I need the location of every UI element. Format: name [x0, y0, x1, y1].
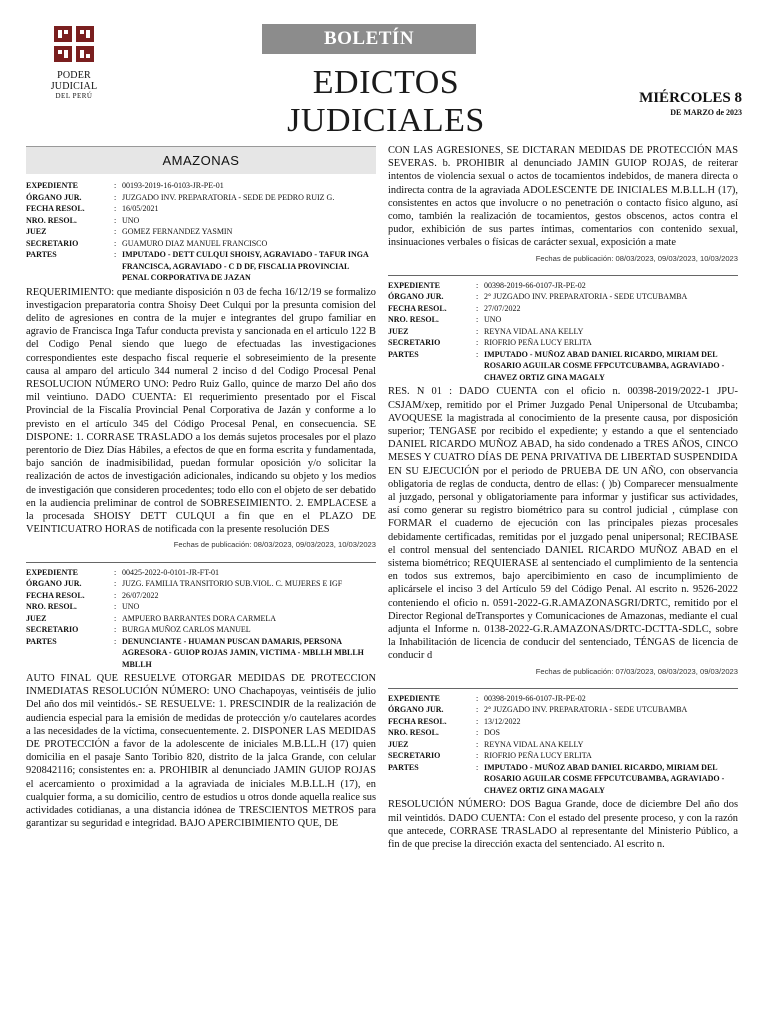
continuation-body: CON LAS AGRESIONES, SE DICTARAN MEDIDAS DE PROTECCIÓN MAS SEVERAS. b. PROHIBIR al denunciado JAMIN GUIOP ROJAS, de reiterar intentos de violencia sexual o actos de tocamientos indebidos, de manera directa o indirecta contra de la agraviada ADOLESCENTE DE INICIALES M.B.LL.H (17), consistentes en actos que involucre o no penetración o contacto físico alguno, así como, también la realización de tocamientos, gestos obscenos, actos contra el pudor, exhibición de sus partes íntimas, comentarios con contenido sexual, insinuaciones verbales o físicas de carácter sexual, exposición a mate — [388, 145, 738, 249]
edicto-2 — [26, 567, 376, 831]
meta-row: ÓRGANO JUR. : JUZG. FAMILIA TRANSITORIO SUB.VIOL. C. MUJERES E IGF — [26, 579, 343, 589]
meta-row: PARTES : IMPUTADO - MUÑOZ ABAD DANIEL RICARDO, MIRIAM DEL ROSARIO AGUILAR COSME FFPCUTCUBAMBA, AGRAVIADO - CHAVEZ ORTIZ GINA MAGALY — [388, 349, 725, 382]
edicto-4 — [388, 693, 738, 851]
meta-row: ÓRGANO JUR. : 2° JUZGADO INV. PREPARATORIA - SEDE UTCUBAMBA — [388, 292, 688, 302]
meta-row: JUEZ : AMPUERO BARRANTES DORA CARMELA — [26, 613, 277, 623]
meta-row: SECRETARIO : RIOFRIO PEÑA LUCY ERLITA — [388, 751, 592, 761]
meta-row: EXPEDIENTE : 00398-2019-66-0107-JR-PE-02 — [388, 280, 586, 290]
edicto-3 — [388, 280, 738, 678]
meta-row: JUEZ : GOMEZ FERNANDEZ YASMIN — [26, 227, 233, 236]
meta-row: PARTES : DENUNCIANTE - HUAMAN PUSCAN DAMARIS, PERSONA AGRESORA - GUIOP ROJAS JAMIN, VICTIMA - MBLLH MBLLH MBLLH — [26, 636, 364, 669]
meta-row: FECHA RESOL. : 26/07/2022 — [26, 590, 159, 600]
meta-row: SECRETARIO : RIOFRIO PEÑA LUCY ERLITA — [388, 338, 592, 348]
meta-row: NRO. RESOL. : DOS — [388, 728, 501, 738]
edicto-3-publication-dates: Fechas de publicación: 07/03/2023, 08/03/2023, 09/03/2023 — [535, 666, 738, 676]
continuation-publication-dates: Fechas de publicación: 08/03/2023, 09/03/2023, 10/03/2023 — [535, 253, 738, 263]
meta-row: FECHA RESOL. : 13/12/2022 — [388, 716, 521, 726]
edicto-1 — [26, 180, 376, 552]
logo-line1: PODER JUDICIAL — [50, 70, 98, 92]
poder-judicial-emblem-icon — [52, 24, 96, 64]
edicto-4-meta — [388, 693, 738, 797]
region-heading: AMAZONAS — [26, 146, 376, 174]
meta-row: PARTES : IMPUTADO - MUÑOZ ABAD DANIEL RICARDO, MIRIAM DEL ROSARIO AGUILAR COSME FFPCUTCUBAMBA, AGRAVIADO - CHAVEZ ORTIZ GINA MAGALY — [388, 762, 725, 795]
meta-row: PARTES : IMPUTADO - DETT CULQUI SHOISY, AGRAVIADO - TAFUR INGA FRANCISCA, AGRAVIADO - C D DF, FISCALIA PROVINCIAL PENAL CORPORATIVA DE JAZAN — [26, 250, 369, 282]
meta-row: NRO. RESOL. : UNO — [388, 315, 502, 325]
logo-line2: DEL PERÚ — [55, 92, 93, 100]
page-title: EDICTOS JUDICIALES — [287, 64, 485, 139]
edicto-2-body: AUTO FINAL QUE RESUELVE OTORGAR MEDIDAS DE PROTECCION INMEDIATAS RESOLUCIÓN NÚMERO: UNO Chachapoyas, veintiséis de julio Del año dos mil veintidós.- SE RESUELVE: 1. PRESCINDIR de la realización de audiencia especial para la emisión de medidas de protección y/o cautelares acordes a las necesidades de la víctima, consecuentemente. 2. DISPONER LAS MEDIDAS DE PROTECCIÓN a favor de la adolescente de iniciales M.B.LL.H (17) quien domicilia en el pasaje Santo Toribio 820, distrito de la jalca Grande, con celular 920842116; consistentes en: a. PROHIBIR al denunciado JAMIN GUIOP ROJAS el acercamiento o proximidad a la agraviada de iniciales M.B.LL.H (17), en cualquier forma, a su domicilio, centro de estudios u otros donde aquella realice sus actividades cotidianas, a una distancia idónea de TRESCIENTOS METROS para garantizar su seguridad e integridad. BAJO APERCIBIMIENTO QUE, DE — [26, 673, 376, 830]
meta-row: JUEZ : REYNA VIDAL ANA KELLY — [388, 326, 584, 336]
meta-row: NRO. RESOL. : UNO — [26, 215, 140, 225]
edicto-3-meta — [388, 280, 738, 384]
edicto-4-body: RESOLUCIÓN NÚMERO: DOS Bagua Grande, doce de diciembre Del año dos mil veintidós. DADO CUENTA: Con el estado del presente proceso, y con la razón que antecede, CORRASE TRASLADO al representante del Ministerio Público, a fin de que precise la dirección exacta del sentenciado. Al escrito n. — [388, 799, 738, 850]
meta-row: JUEZ : REYNA VIDAL ANA KELLY — [388, 739, 584, 749]
meta-row: EXPEDIENTE : 00425-2022-0-0101-JR-FT-01 — [26, 567, 220, 577]
edicto-1-body: REQUERIMIENTO: que mediante disposición n 03 de fecha 16/12/19 se formalizo investigacion preparatoria contra Shoisy Deet Culqui por la presunta comision del delito de agresiones en contra de la mujer e integrantes del grupo familiar en agravio de Francisca Inga Tafur conducta prevista y sancionada en el articulo 122 B del Codigo Penal siendo que luego de efectuadas las investigaciones correspondientes este despacho fiscal requerie el sobreseimiento de la presente causa al amparo del articulo 344 numeral 2 inciso d del Codigo Procesal Penal RESOLUCION NÚMERO UNO: Pedro Ruiz Gallo, quince de marzo Del año dos mil veintiuno. DADO CUENTA: El requerimiento presentado por el Fiscal Provincial de la Fiscalía Provincial Penal Corporativa de Jazán y conforme a lo previsto en el artículo 345 del Código Procesal Penal, en consecuencia. SE DISPONE: 1. CORRASE TRASLADO a los demás sujetos procesales por el plazo perentorio de Diez Días Hábiles, a efectos de que en forma escrita y fundamentada, bajo sanción de inadmisibilidad, puedan formular oposición y/o solicitar la realización de actos de investigación adicionales, indicando su objeto y los medios de investigación que consideren procedentes; todo ello con el objeto de ser debatido en la audiencia preliminar de control de SOBRESEIMIENTO. 2. EMPLACESE a la procesada SHOISY DETT CULQUI a fin que en el PLAZO DE VEINTICUATRO HORAS de notificada con la presente resolución DES — [26, 286, 376, 536]
meta-row: SECRETARIO : GUAMURO DIAZ MANUEL FRANCISCO — [26, 238, 268, 248]
edicto-1-publication-dates: Fechas de publicación: 08/03/2023, 09/03/2023, 10/03/2023 — [173, 540, 376, 550]
divider — [388, 688, 738, 689]
meta-row: FECHA RESOL. : 16/05/2021 — [26, 204, 159, 213]
meta-row: SECRETARIO : BURGA MUÑOZ CARLOS MANUEL — [26, 625, 251, 635]
meta-row: NRO. RESOL. : UNO — [26, 602, 140, 612]
right-column — [388, 144, 738, 851]
issue-date: MIÉRCOLES 8 — [639, 90, 742, 106]
edicto-2-meta — [26, 567, 376, 671]
left-column — [26, 146, 376, 831]
meta-row: EXPEDIENTE : 00193-2019-16-0103-JR-PE-01 — [26, 181, 224, 190]
poder-judicial-logo — [34, 24, 114, 100]
divider — [26, 562, 376, 563]
meta-row: ÓRGANO JUR. : 2° JUZGADO INV. PREPARATORIA - SEDE UTCUBAMBA — [388, 705, 688, 715]
issue-date-sub: DE MARZO de 2023 — [670, 108, 742, 117]
boletin-banner: BOLETÍN — [262, 24, 476, 54]
meta-row: ÓRGANO JUR. : JUZGADO INV. PREPARATORIA - SEDE DE PEDRO RUIZ G. — [26, 192, 335, 202]
meta-row: FECHA RESOL. : 27/07/2022 — [388, 303, 521, 313]
edicto-1-meta — [26, 180, 376, 284]
divider — [388, 275, 738, 276]
meta-row: EXPEDIENTE : 00398-2019-66-0107-JR-PE-02 — [388, 693, 586, 703]
edicto-3-body: RES. N 01 : DADO CUENTA con el oficio n. 00398-2019/2022-1 JPU-CSJAM/xep, remitido por el Primer Juzgado Penal Unipersonal de Utcubamba; AVOQUESE la magistrada al conocimiento de la presente causa, por disposición superior; TENGASE por recibido el expediente; y estando a que el sentenciado DANIEL RICARDO MUÑOZ ABAD, ha sido condenado a TRES AÑOS, CINCO MESES Y CUATRO DÍAS DE PENA PRIVATIVA DE LIBERTAD SUSPENDIDA EN SU EJECUCIÓN por el periodo de PRUEBA DE UN AÑO, con observancia obligatoria de reglas de conducta, dentro de ellas: ( )b) Comparecer mensualmente al juzgado, personal y obligatoriamente para informar y justificar sus actividades, así como generar su registro biométrico para su control judicial , cúmplase con FORMAR el cuaderno de ejecución con las principales piezas procesales debidamente certificadas, remitidas por el juzgado penal unipersonal; RECIBASE el control mensual del sentenciado DANIEL RICARDO MUÑOZ ABAD en el sistema biométrico; REQUIERASE al sentenciado el cumplimiento de la sentencia en todos sus extremos, bajo apercibimiento en caso de incumplimiento de aplicársele el inciso 3 del Artículo 59 del Código Penal. Al escrito n. 9526-2022 conteniendo el oficio n. 0591-2022-G.R.AMAZONASGRI/DRTC, remitido por el Director Regional deTransportes y Comunicaciones de Amazonas, mediante el cual adjunta el Informe n. 0138-2022-G.R.AMAZONAS/DRTC-DCTTA-SDLC, sobre la Inhabilitación de licencia de conducir del sentenciado, TÉNGAS de licencia de conducir d — [388, 386, 738, 662]
